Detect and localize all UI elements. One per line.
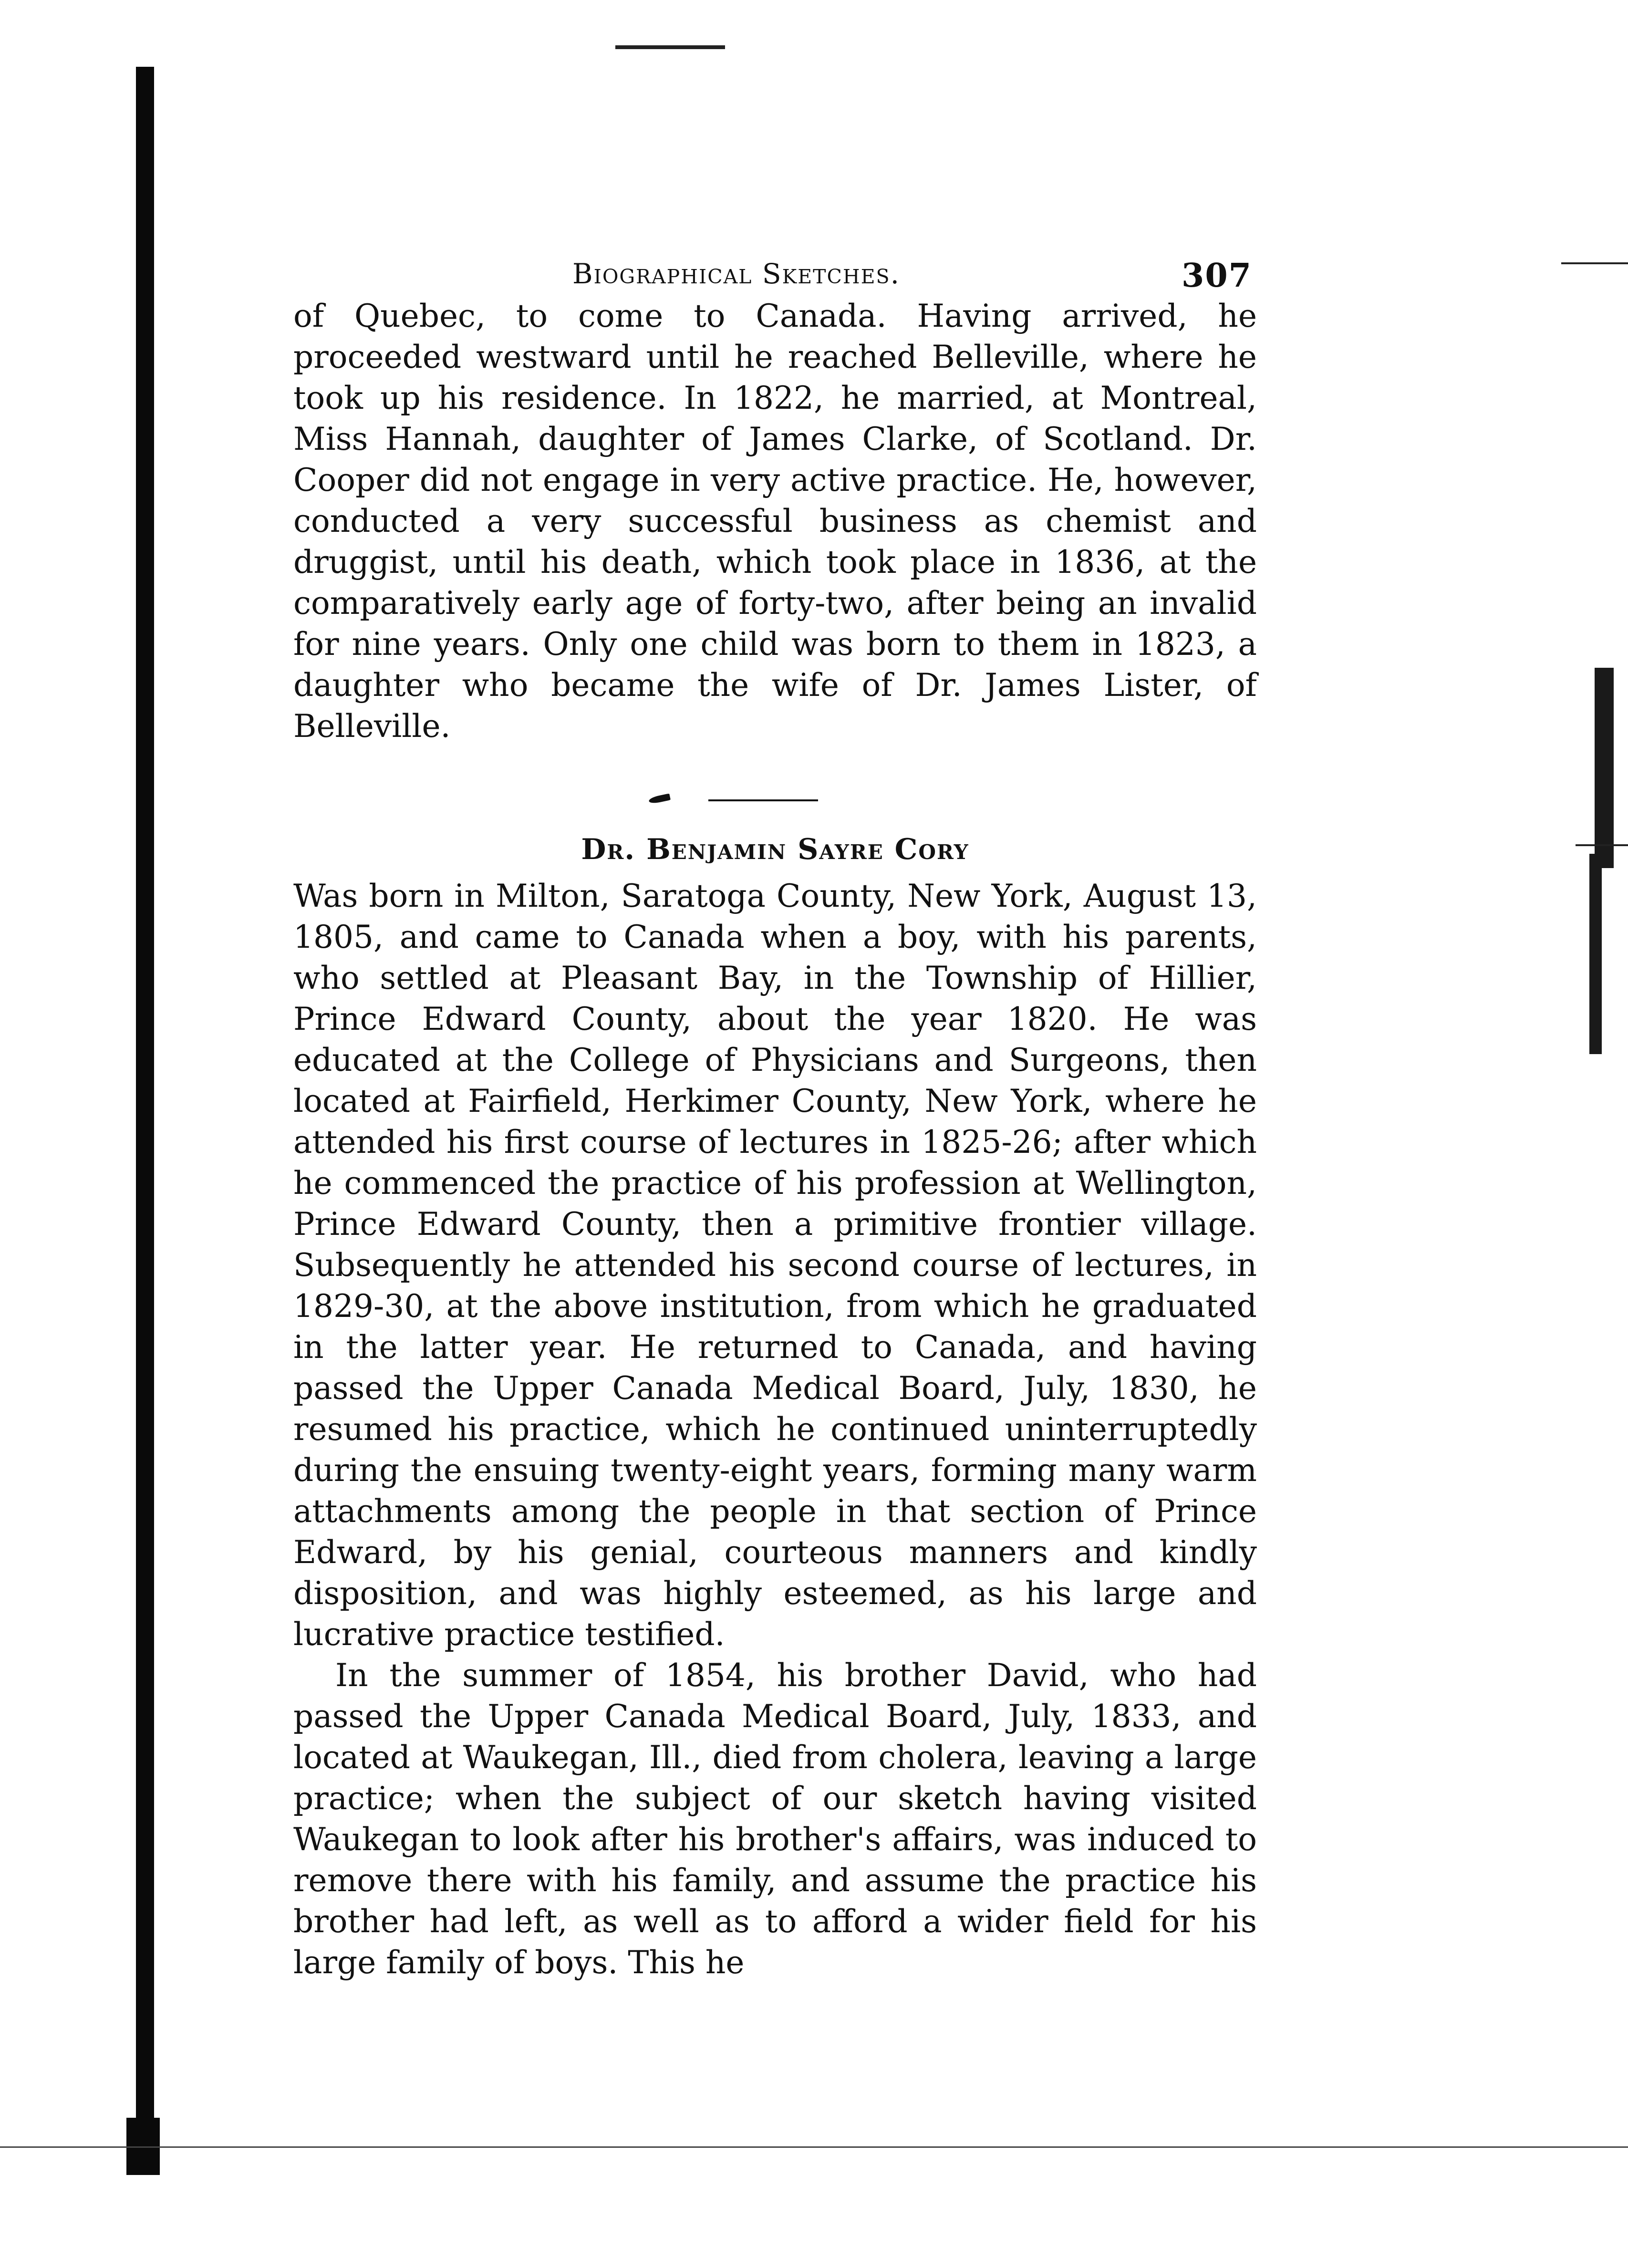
page-edge-rule [1561, 262, 1628, 264]
scan-bottom-line [0, 2146, 1628, 2148]
body-paragraph-2: In the summer of 1854, his brother David, who had passed the Upper Canada Medical Board, July, 1833, and located at Waukegan, Ill., died from cholera, leaving a large practice; when the subject of our sketch having visited Waukegan to look after his brother's affairs, was induced to remove there with his family, and assume the practice his brother had left, as well as to afford a wider field for his large family of boys. This he [293, 1657, 1257, 1981]
continuation-paragraph: of Quebec, to come to Canada. Having arrived, he proceeded westward until he reached Belleville, where he took up his residence. In 1822, he married, at Montreal, Miss Hannah, daughter of James Clarke, of Scotland. Dr. Cooper did not engage in very active practice. He, however, conducted a very successful business as chemist and druggist, until his death, which took place in 1836, at the comparatively early age of forty-two, after being an invalid for nine years. Only one child was born to them in 1823, a daughter who became the wife of Dr. James Lister, of Belleville. [293, 298, 1257, 745]
book-page [293, 248, 1257, 1983]
page-binding-shadow [136, 67, 154, 2175]
page-edge-shadow-lower [1589, 854, 1602, 1054]
body-paragraph-1: Was born in Milton, Saratoga County, New York, August 13, 1805, and came to Canada when a boy, with his parents, who settled at Pleasant Bay, in the Township of Hillier, Prince Edward County, about the year 1820. He was educated at the College of Physicians and Surgeons, then located at Fairfield, Herkimer County, New York, where he attended his first course of lectures in 1825-26; after which he commenced the practice of his profession at Wellington, Prince Edward County, then a primitive frontier village. Subsequently he attended his second course of lectures, in 1829-30, at the above institution, from which he graduated in the latter year. He returned to Canada, and having passed the Upper Canada Medical Board, July, 1830, he resumed his practice, which he continued uninterruptedly during the ensuing twenty-eight years, forming many warm attachments among the people in that section of Prince Edward, by his genial, courteous manners and kindly disposition, and was highly esteemed, as his large and lucrative practice testified. [293, 878, 1257, 1653]
section-heading: Dr. Benjamin Sayre Cory [581, 833, 969, 866]
page-edge-rule-lower [1576, 844, 1628, 846]
divider-mark [648, 793, 671, 804]
scan-top-mark [615, 45, 725, 49]
running-head [293, 248, 1257, 296]
running-head-title: Biographical Sketches. [572, 258, 901, 290]
page-edge-shadow [1595, 668, 1614, 868]
page-number: 307 [1182, 257, 1252, 295]
divider-rule [708, 799, 818, 801]
section-divider [293, 747, 1257, 828]
